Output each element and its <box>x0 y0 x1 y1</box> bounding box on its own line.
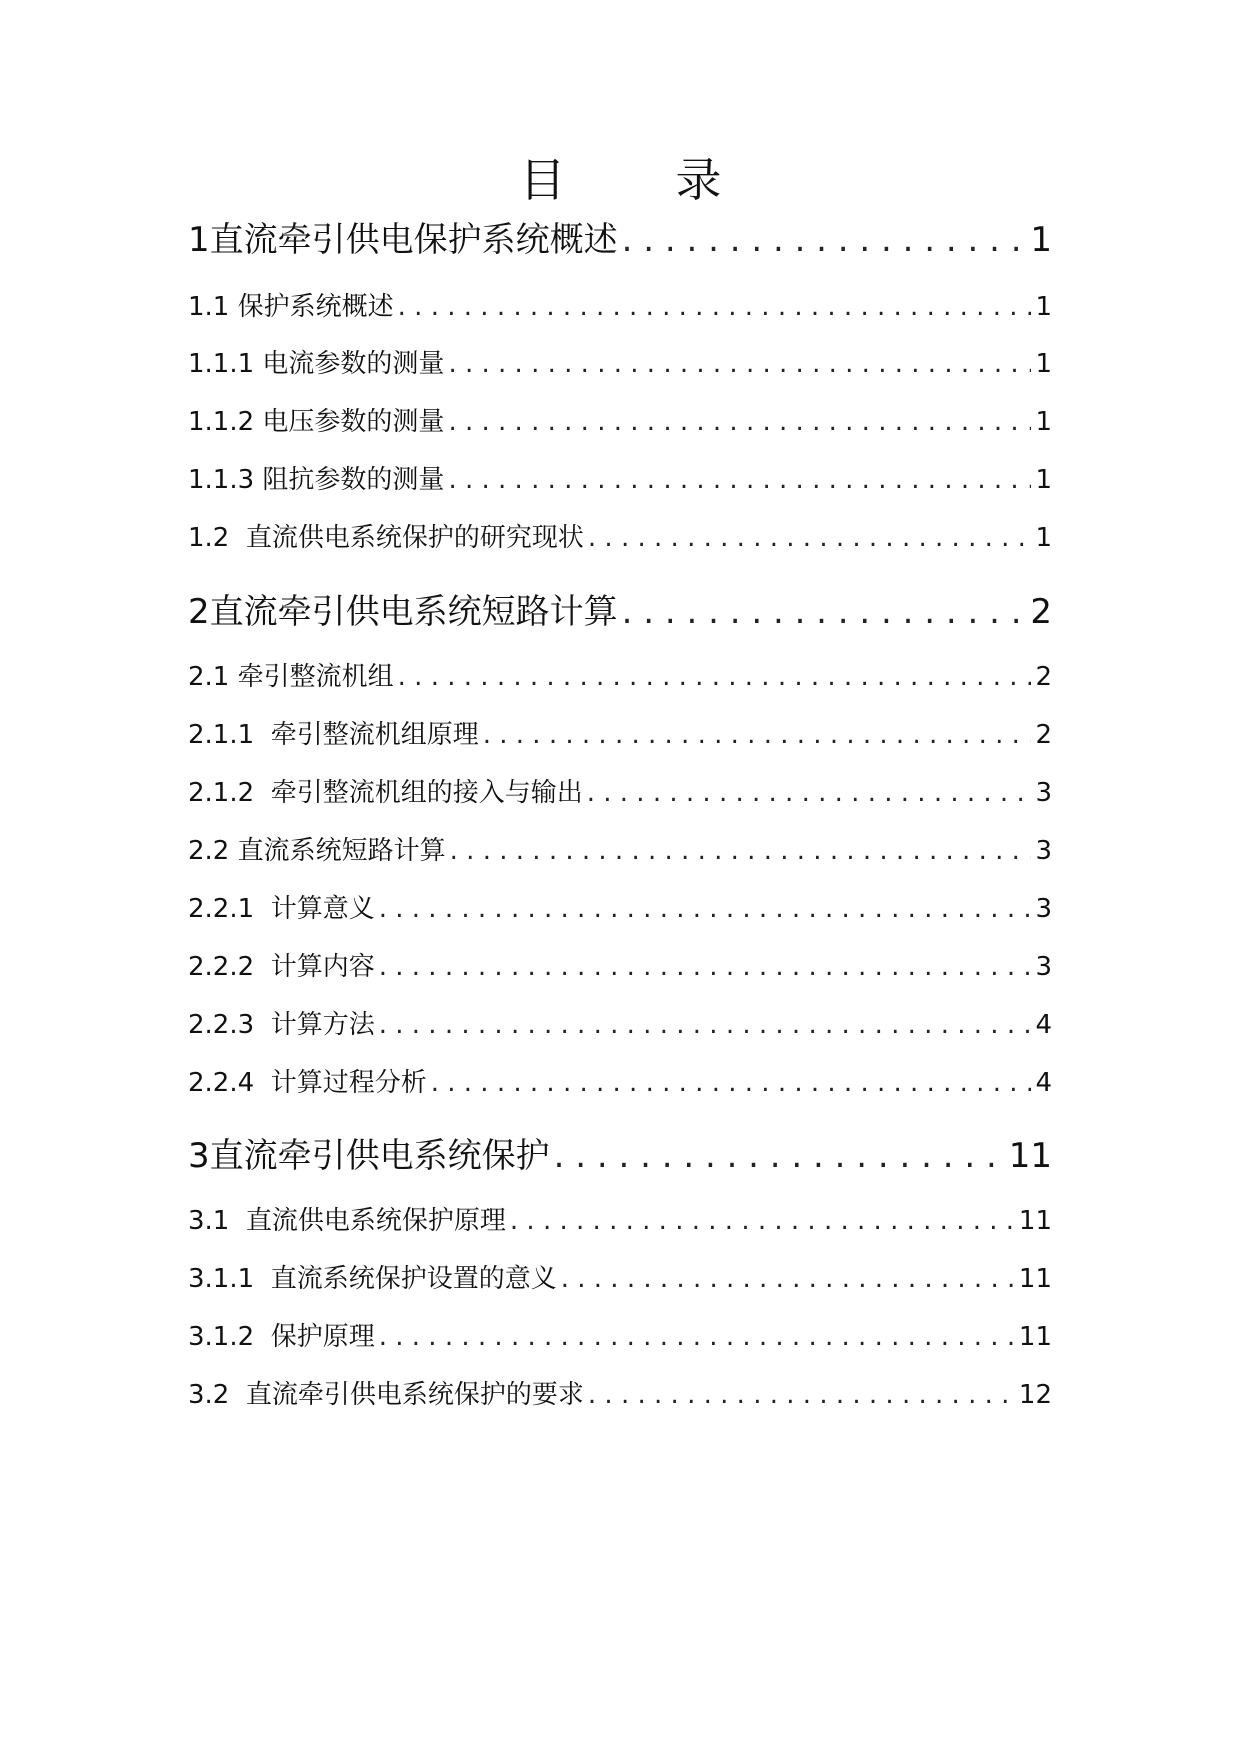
dot-leader <box>483 720 1032 750</box>
toc-entry-label: 直流供电系统保护原理 <box>245 1206 506 1236</box>
toc-entry-section[interactable] <box>188 517 1052 557</box>
toc-entry-section[interactable] <box>188 830 1052 870</box>
dot-leader <box>448 349 1031 379</box>
toc-entry-subsection[interactable] <box>188 1004 1052 1044</box>
toc-entry-number: 2.2.4 <box>188 1068 255 1098</box>
toc-entry-number: 2.2.2 <box>188 952 255 982</box>
toc-entry-number: 2 <box>188 592 210 632</box>
toc-entry-label: 计算内容 <box>270 952 375 982</box>
toc-entry-label: 电流参数的测量 <box>262 349 445 379</box>
toc-entry-page: 1 <box>1030 220 1052 260</box>
dot-leader <box>450 836 1032 866</box>
toc-entry-section[interactable] <box>188 656 1052 696</box>
toc-entry-label: 计算方法 <box>270 1010 375 1040</box>
toc-entry-label: 直流牵引供电系统保护 <box>209 1136 550 1176</box>
toc-entry-label: 牵引整流机组 <box>237 662 394 692</box>
dot-leader <box>379 894 1032 924</box>
toc-entry-page: 3 <box>1035 894 1052 924</box>
toc-entry-page: 1 <box>1035 407 1052 437</box>
toc-entry-number: 2.2 <box>188 836 230 866</box>
toc-entry-subsection[interactable] <box>188 1258 1052 1298</box>
toc-entry-subsection[interactable] <box>188 714 1052 754</box>
toc-entry-label: 直流牵引供电系统短路计算 <box>209 592 618 632</box>
toc-entry-page: 1 <box>1035 349 1052 379</box>
toc-entry-subsection[interactable] <box>188 946 1052 986</box>
toc-entry-page: 4 <box>1035 1010 1052 1040</box>
toc-entry-label: 牵引整流机组的接入与输出 <box>270 778 583 808</box>
toc-entry-label: 阻抗参数的测量 <box>262 465 445 495</box>
toc-entry-label: 直流系统短路计算 <box>237 836 446 866</box>
dot-leader <box>398 662 1032 692</box>
toc-entry-number: 1.1.2 <box>188 407 255 437</box>
toc-entry-page: 2 <box>1030 592 1052 632</box>
toc-entry-label: 保护系统概述 <box>237 292 394 322</box>
toc-title-char-2: 录 <box>675 153 722 207</box>
toc-entry-page: 3 <box>1035 836 1052 866</box>
toc-entry-number: 2.2.3 <box>188 1010 255 1040</box>
toc-entry-subsection[interactable] <box>188 459 1052 499</box>
toc-entry-label: 直流牵引供电系统保护的要求 <box>245 1380 584 1410</box>
toc-entry-number: 1.1 <box>188 292 230 322</box>
toc-entry-page: 11 <box>1018 1206 1052 1236</box>
toc-entry-number: 2.2.1 <box>188 894 255 924</box>
dot-leader <box>510 1206 1015 1236</box>
dot-leader <box>379 1010 1032 1040</box>
dot-leader <box>622 592 1027 632</box>
toc-entry-chapter[interactable] <box>188 212 1052 264</box>
toc-entry-number: 1.1.3 <box>188 465 255 495</box>
dot-leader <box>448 465 1031 495</box>
toc-entry-page: 2 <box>1035 662 1052 692</box>
toc-entry-page: 11 <box>1008 1136 1052 1176</box>
toc-entry-subsection[interactable] <box>188 343 1052 383</box>
toc-entry-chapter[interactable] <box>188 584 1052 636</box>
toc-entry-label: 计算意义 <box>270 894 375 924</box>
toc-entry-subsection[interactable] <box>188 772 1052 812</box>
toc-entry-section[interactable] <box>188 286 1052 326</box>
toc-entry-subsection[interactable] <box>188 401 1052 441</box>
dot-leader <box>587 778 1032 808</box>
toc-entry-chapter[interactable] <box>188 1128 1052 1180</box>
dot-leader <box>398 292 1032 322</box>
toc-entry-section[interactable] <box>188 1200 1052 1240</box>
dot-leader <box>622 220 1027 260</box>
toc-entry-page: 11 <box>1018 1264 1052 1294</box>
toc-entry-number: 3 <box>188 1136 210 1176</box>
toc-entry-page: 1 <box>1035 465 1052 495</box>
toc-title-char-1: 目 <box>519 153 566 207</box>
toc-entry-page: 4 <box>1035 1068 1052 1098</box>
dot-leader <box>448 407 1031 437</box>
toc-entry-label: 保护原理 <box>270 1322 375 1352</box>
toc-entry-number: 3.1 <box>188 1206 230 1236</box>
toc-entry-number: 2.1 <box>188 662 230 692</box>
dot-leader <box>431 1068 1032 1098</box>
toc-entry-subsection[interactable] <box>188 1316 1052 1356</box>
toc-entry-number: 1.2 <box>188 523 230 553</box>
toc-entry-label: 直流牵引供电保护系统概述 <box>209 220 618 260</box>
toc-entry-page: 2 <box>1035 720 1052 750</box>
toc-entry-label: 牵引整流机组原理 <box>270 720 479 750</box>
dot-leader <box>379 1322 1015 1352</box>
dot-leader <box>588 523 1032 553</box>
toc-entry-page: 1 <box>1035 292 1052 322</box>
toc-entry-number: 2.1.2 <box>188 778 255 808</box>
toc-entry-subsection[interactable] <box>188 888 1052 928</box>
dot-leader <box>588 1380 1015 1410</box>
toc-entry-number: 3.2 <box>188 1380 230 1410</box>
toc-entry-number: 1 <box>188 220 210 260</box>
toc-entry-number: 2.1.1 <box>188 720 255 750</box>
toc-entry-page: 3 <box>1035 778 1052 808</box>
toc-entry-page: 3 <box>1035 952 1052 982</box>
toc-entry-number: 3.1.1 <box>188 1264 255 1294</box>
toc-entry-label: 电压参数的测量 <box>262 407 445 437</box>
dot-leader <box>379 952 1032 982</box>
toc-entry-subsection[interactable] <box>188 1062 1052 1102</box>
dot-leader <box>554 1136 1005 1176</box>
toc-entry-label: 计算过程分析 <box>270 1068 427 1098</box>
toc-entry-page: 12 <box>1018 1380 1052 1410</box>
toc-entry-label: 直流系统保护设置的意义 <box>270 1264 557 1294</box>
toc-entry-number: 3.1.2 <box>188 1322 255 1352</box>
toc-entry-label: 直流供电系统保护的研究现状 <box>245 523 584 553</box>
toc-entry-page: 1 <box>1035 523 1052 553</box>
toc-entry-page: 11 <box>1018 1322 1052 1352</box>
toc-entry-number: 1.1.1 <box>188 349 255 379</box>
table-of-contents <box>188 0 1052 1754</box>
toc-entry-section[interactable] <box>188 1374 1052 1414</box>
dot-leader <box>561 1264 1015 1294</box>
